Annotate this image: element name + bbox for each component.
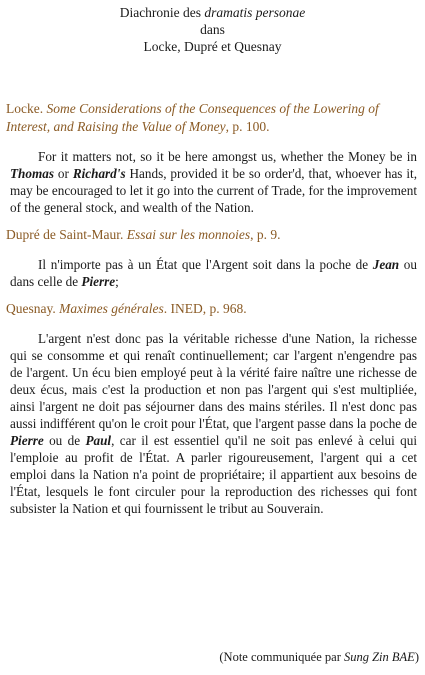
dupre-page: , p. 9. (250, 227, 281, 242)
quote-text: or (53, 166, 73, 181)
note-author: Sung Zin BAE (343, 650, 415, 664)
attribution-note (219, 650, 419, 665)
person-name: Richard's (72, 166, 126, 181)
quesnay-citation (0, 300, 425, 318)
dupre-work: Essai sur les monnoies (126, 227, 251, 242)
quote-text: ; (115, 274, 119, 289)
locke-author: Locke. (6, 101, 44, 116)
quesnay-page: . INED, p. 968. (163, 301, 247, 316)
note-text: (Note communiquée par (219, 650, 344, 664)
title-text: Diachronie des (119, 5, 205, 20)
quote-text: Hands, provided it be so order'd, that, whoever has it, may be encouraged to let it go into the current of Trade, for the improvement of the general stock, and wealth of the Nation. (10, 166, 417, 215)
quote-text: ou de (43, 433, 86, 448)
quesnay-author: Quesnay. (6, 301, 56, 316)
title-line-1 (0, 4, 425, 21)
dupre-citation (0, 226, 425, 244)
quote-text: For it matters not, so it be here amongst us, whether the Money be in (38, 149, 417, 164)
dupre-author: Dupré de Saint-Maur. (6, 227, 124, 242)
quote-text: , car il est essentiel qu'il ne soit pas enlevé à celui qui l'emploie au profit de l'État. A parler rigoureusement, l'argent qui a cet emploi dans la Nation n'a point de propriétaire; il appartient aux besoins de l'État, lesquels le font circuler pour la reproduction des richesses qui font subsister la Nation et qui fournissent le tribut au Souverain. (10, 433, 418, 516)
title-line-2: dans (200, 22, 225, 37)
locke-page: , p. 100. (225, 119, 270, 134)
locke-citation (0, 100, 425, 136)
quesnay-work: Maximes générales (59, 301, 164, 316)
person-name: Paul (85, 433, 112, 448)
person-name: Jean (372, 257, 400, 272)
locke-quote (0, 148, 425, 216)
note-text: ) (414, 650, 419, 664)
document-title (0, 0, 425, 55)
person-name: Pierre (81, 274, 116, 289)
quote-text: Il n'importe pas à un État que l'Argent soit dans la poche de (38, 257, 373, 272)
title-italic: dramatis personae (204, 5, 306, 20)
person-name: Pierre (10, 433, 44, 448)
title-line-3: Locke, Dupré et Quesnay (143, 39, 282, 54)
dupre-quote (0, 256, 425, 290)
quote-text: ou dans celle de (10, 257, 417, 289)
quote-text: L'argent n'est donc pas la véritable richesse d'une Nation, la richesse qui se consomme et qui renaît continuellement; car l'argent n'engendre pas de l'argent. Un écu bien employé peut à la vérité faire naître une richesse de deux écus, mais c'est la production et non pas l'argent qui s'est multipliée, ainsi l'argent ne doit pas séjourner dans des mains stériles. Il n'est donc pas aussi indifférent qu'on le croit pour l'État, que l'argent passe dans la poche de (10, 331, 417, 431)
person-name: Thomas (10, 166, 54, 181)
locke-work: Some Considerations of the Consequences of the Lowering of Interest, and Raising the Value of Money (6, 101, 379, 134)
quesnay-quote (0, 330, 425, 517)
